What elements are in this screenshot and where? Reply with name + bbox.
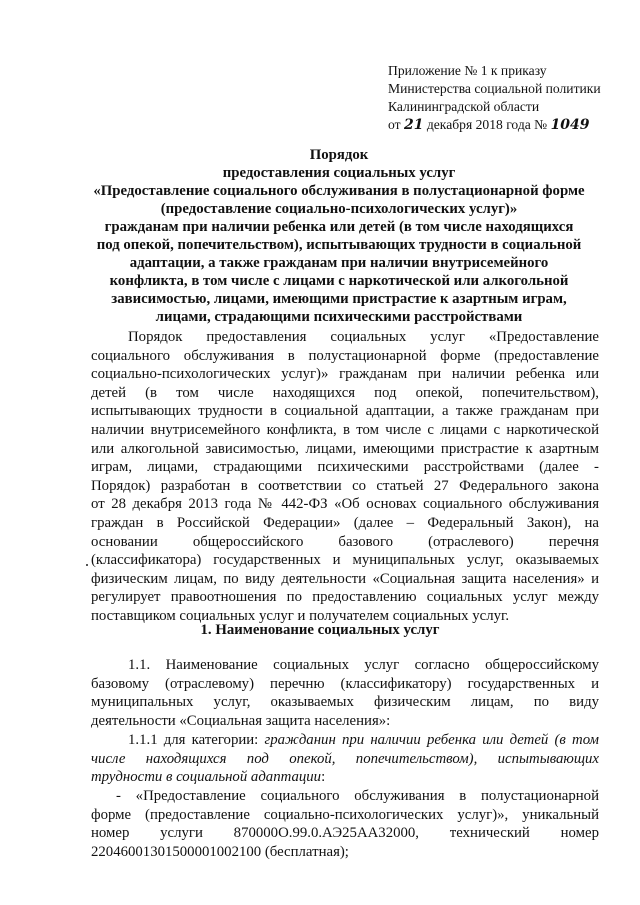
intro-line: (классификатора) государственных и муниципальных услуг, оказываемых <box>91 552 599 569</box>
paragraph-1-1-1 <box>91 731 599 787</box>
intro-line: социально-психологических услуг)» гражданам при наличии ребенка или <box>91 366 599 383</box>
scan-speck <box>86 564 88 566</box>
intro-line: детей (в том числе находящихся под опекой, попечительством), <box>91 384 599 401</box>
intro-line: поставщиком социальных услуг и получателем социальных услуг. <box>91 607 510 624</box>
intro-line: граждан в Российской Федерации» (далее – Федеральный Закон), на <box>91 514 599 531</box>
intro-line: основании общероссийского базового (отраслевого) перечня <box>91 533 599 550</box>
appendix-line: Министерства социальной политики <box>388 81 601 96</box>
appendix-line: Приложение № 1 к приказу <box>388 63 547 78</box>
intro-line: наличии внутрисемейного конфликта, в том числе с лицами с наркотической <box>91 421 599 438</box>
paragraph-line <box>91 750 599 769</box>
intro-line: Порядок) разработан в соответствии со статьей 27 Федерального закона <box>91 477 599 494</box>
intro-paragraph <box>91 328 599 626</box>
appendix-block <box>388 62 601 134</box>
intro-line: или алкогольной зависимостью, лицами, имеющими пристрастие к азартным <box>91 440 599 457</box>
paragraph-line: 1.1. Наименование социальных услуг согласно общероссийскому <box>128 657 599 673</box>
paragraph-line: муниципальных услуг, оказываемых физическим лицам, по виду <box>91 694 599 711</box>
title-line: (предоставление социально-психологических услуг)» <box>160 201 518 217</box>
paragraph-1-1 <box>91 656 599 730</box>
service-line: номер услуги 870000О.99.0.АЭ25АА32000, технический номер <box>91 825 599 842</box>
category-text: гражданин при наличии ребенка или детей (в том <box>264 732 599 748</box>
category-text: трудности в социальной адаптации <box>91 769 322 786</box>
paragraph-line <box>91 731 599 750</box>
paragraph-line: базовому (отраслевому) перечню (классификатору) государственных и <box>91 675 599 692</box>
intro-line: Порядок предоставления социальных услуг «Предоставление <box>128 329 599 345</box>
paragraph-line: деятельности «Социальная защита населения»: <box>91 712 391 729</box>
title-line: гражданам при наличии ребенка или детей (в том числе находящихся <box>104 219 574 235</box>
appendix-date-line <box>388 116 601 134</box>
category-colon: : <box>321 769 326 786</box>
title-line: лицами, страдающими психическими расстройствами <box>155 309 523 325</box>
category-text: числе находящихся под опекой, попечительством), испытывающих <box>91 750 599 767</box>
service-line: 22046001301500001002100 (бесплатная); <box>91 843 349 860</box>
intro-line: социального обслуживания в полустационарной форме (предоставление <box>91 347 599 364</box>
title-line: адаптации, а также гражданам при наличии внутрисемейного <box>129 255 549 271</box>
intro-line: играм, лицами, страдающими психическими расстройствами (далее - <box>91 459 599 476</box>
section-heading: 1. Наименование социальных услуг <box>200 622 440 638</box>
title-line: зависимостью, лицами, имеющими пристрастие к азартным играм, <box>111 291 567 307</box>
title-line: «Предоставление социального обслуживания в полустационарной форме <box>93 183 585 199</box>
date-middle: декабря 2018 года № <box>426 117 548 132</box>
title-line: конфликта, в том числе с лицами с наркотической или алкогольной <box>109 273 569 289</box>
title-line: предоставления социальных услуг <box>222 165 456 181</box>
intro-line: регулирует правоотношения по предоставлению социальных услуг между <box>91 589 599 606</box>
document-title <box>70 146 608 326</box>
intro-line: физическим лицам, по виду деятельности «Социальная защита населения» и <box>91 570 599 587</box>
handwritten-order-number: 1049 <box>550 117 590 133</box>
handwritten-day: 21 <box>403 117 424 133</box>
intro-line: испытывающих трудности в социальной адаптации, а также гражданам при <box>91 403 599 420</box>
service-line: форме (предоставление социально-психологических услуг)», уникальный <box>91 806 599 823</box>
intro-line: от 28 декабря 2013 года № 442-ФЗ «Об основах социального обслуживания <box>91 496 599 513</box>
date-prefix: от <box>388 117 401 132</box>
service-item <box>91 787 599 861</box>
paragraph-line <box>91 768 599 787</box>
service-line: - «Предоставление социального обслуживания в полустационарной <box>116 788 599 804</box>
category-prefix: 1.1.1 для категории: <box>128 732 265 748</box>
appendix-line: Калининградской области <box>388 99 540 114</box>
title-line: Порядок <box>309 147 369 163</box>
title-line: под опекой, попечительством), испытывающих трудности в социальной <box>96 237 582 253</box>
